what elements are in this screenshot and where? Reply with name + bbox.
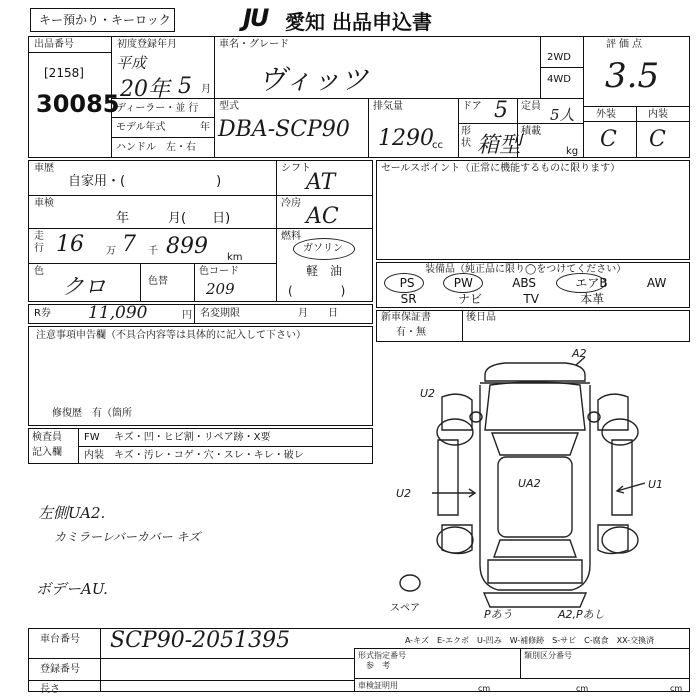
damage-legend: A-キズ E-エクボ U-凹み W-補修跡 S-サビ C-腐食 XX-交換済 <box>405 636 655 645</box>
fuel-diesel: 軽 油 <box>306 264 343 278</box>
drive-4wd: 4WD <box>547 74 571 85</box>
rating-score: 3.5 <box>605 56 660 96</box>
inspector-interior-prefix: 内装 <box>84 450 104 461</box>
mark-rear-left: Pあう <box>484 608 513 620</box>
lot-label: 出品番号 <box>34 39 74 50</box>
weight-unit: kg <box>566 146 579 157</box>
color-code-label: 色コード <box>199 266 239 277</box>
dealer-label: ディーラー・並 行 <box>116 103 199 114</box>
displacement-value: 1290 <box>378 126 434 151</box>
cm-unit-2: cm <box>576 684 589 693</box>
shift-value: AT <box>306 170 336 195</box>
inspector-interior-items: キズ・汚レ・コゲ・穴・スレ・キレ・破レ <box>114 450 304 461</box>
displacement-unit: cc <box>432 140 443 151</box>
equipment-navi: ナビ <box>458 292 483 306</box>
handwritten-note-3: ボデーAU. <box>36 580 108 598</box>
mileage-man-unit: 万 <box>106 246 116 257</box>
shape-value: 箱型 <box>477 133 522 158</box>
registration-year: 20年 <box>120 77 170 102</box>
shape-label: 形状 <box>461 126 471 149</box>
inspector-exterior-items: キズ・凹・ヒビ割・リペア跡・X要 <box>114 432 271 443</box>
equipment-ps: PS <box>399 276 415 290</box>
inspector-label-2: 記入欄 <box>32 447 62 458</box>
rear-seat-label: 後日品 <box>466 312 496 323</box>
fuel-gasoline: ガソリン <box>303 243 343 254</box>
mileage-rest: 899 <box>166 234 208 259</box>
warranty-label: 新車保証書 <box>381 312 431 323</box>
mark-u2-left-side: U2 <box>396 487 412 500</box>
mileage-label: 走行 <box>34 231 44 254</box>
name-change-label: 名変期限 <box>200 308 240 319</box>
exterior-grade: C <box>600 127 617 152</box>
interior-grade: C <box>649 127 666 152</box>
registration-month-unit: 月 <box>201 84 211 95</box>
equipment-abs: ABS <box>512 276 537 290</box>
key-deposit-badge <box>30 8 175 32</box>
shape-cert-label: 形式指定番号 <box>358 651 406 660</box>
warranty-value: 有・無 <box>396 327 426 338</box>
repair-label: 修復歴 有（箇所 <box>52 408 132 419</box>
class-cert-label: 類別区分番号 <box>524 651 572 660</box>
color-label: 色 <box>34 266 44 277</box>
notes-label: 注意事項申告欄（不具合内容等は具体的に記入して下さい） <box>36 330 306 341</box>
aircon-label: 冷房 <box>281 198 301 209</box>
car-name: ヴィッツ <box>258 63 369 96</box>
chassis-value: SCP90-2051395 <box>110 628 291 653</box>
model-label: 型式 <box>219 101 239 112</box>
mileage-unit: km <box>227 252 243 263</box>
equipment-tv: TV <box>523 292 539 306</box>
equipment-leather: 本革 <box>580 292 605 306</box>
door-label: ドア <box>462 101 482 112</box>
reg-cert-label: 車検証明用 <box>358 681 398 690</box>
cm-unit-1: cm <box>478 684 491 693</box>
car-damage-diagram <box>380 345 690 620</box>
rating-label: 評価点 <box>606 39 645 50</box>
model-year-label: モデル年式 <box>116 122 166 133</box>
color-code-value: 209 <box>206 280 235 298</box>
equipment-ps-circle <box>384 273 424 293</box>
mark-u1-right-side: U1 <box>648 478 664 491</box>
mark-a2-rear: A2,Pあし <box>558 608 605 620</box>
equipment-row-2 <box>380 292 625 306</box>
aircon-value: AC <box>306 204 339 229</box>
registration-era: 平成 <box>116 54 147 72</box>
fuel-other: ( ) <box>288 284 346 298</box>
model-value: DBA-SCP90 <box>218 117 350 142</box>
key-deposit-label: キー預かり・キーロック <box>39 13 171 27</box>
exterior-label: 外装 <box>596 109 616 120</box>
model-year-unit: 年 <box>200 122 210 133</box>
inspector-fw: FW <box>84 432 100 443</box>
inspection-label: 車検 <box>34 198 54 209</box>
recycle-value: 11,090 <box>88 303 148 323</box>
form-title: 愛知 出品申込書 <box>285 10 432 34</box>
sales-points-box <box>376 160 690 260</box>
equipment-row-1 <box>380 276 686 290</box>
weight-label: 積載 <box>521 126 541 137</box>
equipment-airbag: エアB <box>575 276 608 290</box>
mark-ua2-roof: UA2 <box>518 477 541 490</box>
mileage-sen: 7 <box>122 232 136 257</box>
capacity-value: 5人 <box>550 106 575 124</box>
handwritten-note-1: 左側UA2. <box>38 504 106 522</box>
car-name-label: 車名・グレード <box>219 39 289 50</box>
history-label: 車歴 <box>34 163 54 174</box>
mileage-man: 16 <box>56 232 84 257</box>
displacement-label: 排気量 <box>373 101 403 112</box>
door-value: 5 <box>494 98 508 123</box>
recycle-label: R券 <box>34 308 51 319</box>
paint-label: 色替 <box>148 276 168 287</box>
handle-label: ハンドル 左・右 <box>116 142 196 153</box>
equipment-pw: PW <box>453 276 473 290</box>
lot-number: 30085 <box>36 90 120 118</box>
lot-sub-number: [2158] <box>44 66 84 80</box>
registration-label: 初度登録年月 <box>117 39 177 50</box>
inspection-value: 年 月( 日) <box>116 211 231 226</box>
mark-a2-front: A2 <box>572 347 587 360</box>
registration-month: 5 <box>178 74 192 99</box>
cm-unit-3: cm <box>670 684 683 693</box>
length-label: 長さ <box>40 684 60 695</box>
equipment-airbag-circle <box>556 273 606 293</box>
handwritten-note-2: カミラーレバーカバー キズ <box>54 530 201 544</box>
name-change-value: 月 日 <box>298 308 338 319</box>
equipment-sr: SR <box>400 292 417 306</box>
shape-reference: 参 考 <box>366 661 390 670</box>
equipment-pw-circle <box>443 273 483 293</box>
ju-logo: JU <box>243 4 268 32</box>
fuel-label: 燃料 <box>281 231 301 242</box>
drive-2wd: 2WD <box>547 52 571 63</box>
mileage-sen-unit: 千 <box>148 246 158 257</box>
interior-label: 内装 <box>648 109 668 120</box>
spare-label: スペア <box>390 603 420 614</box>
equipment-aw: AW <box>646 276 667 290</box>
capacity-label: 定員 <box>521 101 541 112</box>
equipment-label: 装備品（純正品に限り◯をつけてください） <box>425 264 627 275</box>
inspector-label-1: 検査員 <box>32 432 62 443</box>
recycle-unit: 円 <box>182 310 192 321</box>
shift-label: シフト <box>281 163 311 174</box>
plate-label: 登録番号 <box>40 664 80 675</box>
color-value: クロ <box>62 275 107 300</box>
mark-u2-left-front: U2 <box>420 387 436 400</box>
chassis-label: 車台番号 <box>40 634 80 645</box>
history-value: 自家用・( ) <box>68 174 222 189</box>
sales-points-label: セールスポイント（正常に機能するものに限ります） <box>381 163 621 174</box>
